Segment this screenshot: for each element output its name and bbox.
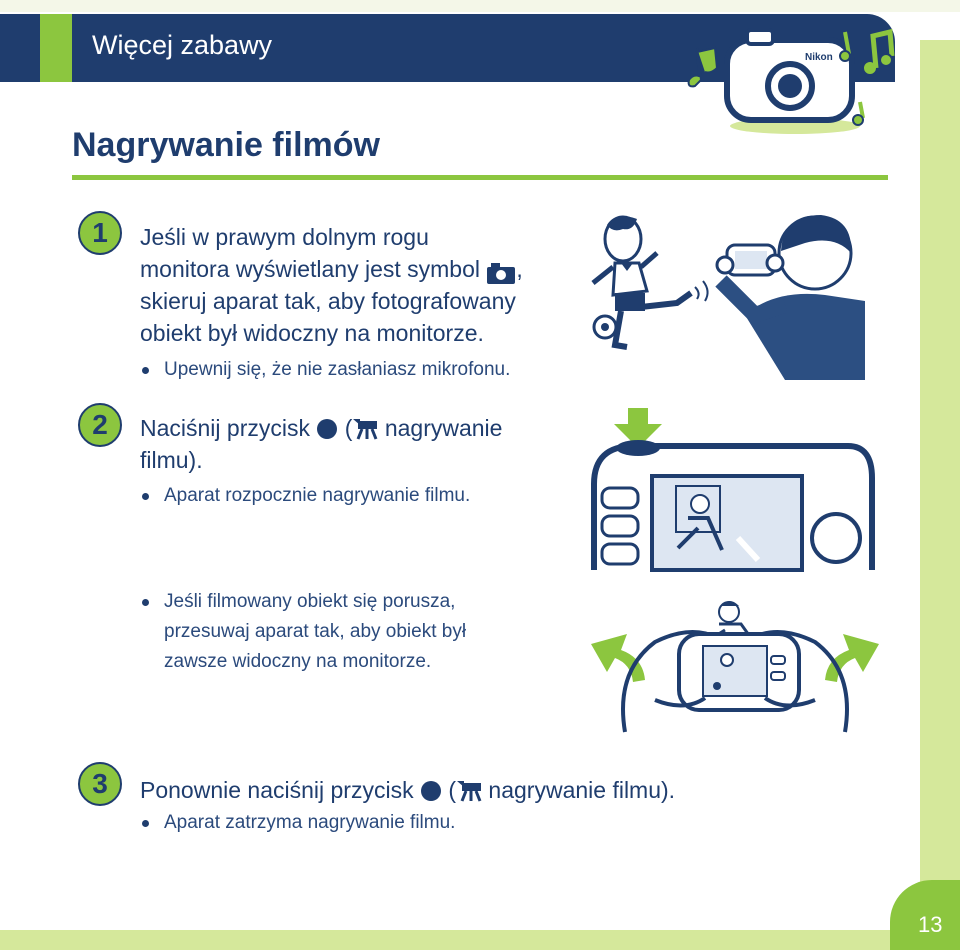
- step-2-line-1-rest: nagrywanie: [384, 415, 503, 441]
- step-3-bullet: Aparat zatrzyma nagrywanie filmu.: [140, 808, 455, 838]
- step-2-bullet-2-line-3: zawsze widoczny na monitorze.: [164, 651, 432, 672]
- step-number-badge: 3: [78, 762, 122, 806]
- step-1-line-1: Jeśli w prawym dolnym rogu: [140, 224, 429, 250]
- step-2-bullet: Aparat rozpocznie nagrywanie filmu.: [140, 481, 470, 511]
- camera-logo: Nikon: [805, 52, 833, 63]
- camera-panning-illustration: [585, 592, 885, 742]
- step-1-line-4: obiekt był widoczny na monitorze.: [140, 320, 484, 346]
- step-1-line-3: skieruj aparat tak, aby fotografowany: [140, 288, 516, 314]
- step-2-line-2: filmu).: [140, 447, 203, 473]
- step-3-line-1: [140, 774, 675, 806]
- header-accent: [40, 14, 72, 82]
- step-2-line-1: [140, 412, 502, 444]
- record-button-icon: [316, 418, 338, 440]
- camera-mode-icon: [486, 261, 516, 285]
- step-2-line-1-text: Naciśnij przycisk: [140, 415, 310, 441]
- step-number-badge: 1: [78, 211, 122, 255]
- step-1-line-2: [140, 253, 523, 285]
- step-1-line-2-text: monitora wyświetlany jest symbol: [140, 256, 481, 282]
- page-number: 13: [918, 912, 943, 937]
- record-button-icon: [420, 780, 442, 802]
- movie-camera-icon: [352, 417, 378, 441]
- bottom-frame: [0, 930, 960, 950]
- header-camera-illustration: [685, 18, 900, 138]
- step-3-line-1-text: Ponownie naciśnij przycisk: [140, 777, 414, 803]
- top-strip: [0, 0, 960, 12]
- right-frame: [920, 40, 960, 950]
- camera-record-button-illustration: [588, 398, 878, 570]
- header-title: Więcej zabawy: [92, 30, 273, 60]
- section-title: Nagrywanie filmów: [72, 126, 380, 164]
- step-1-line-2-suffix: ,: [516, 256, 523, 282]
- movie-camera-icon: [456, 779, 482, 803]
- step-2-open-paren: (: [344, 415, 353, 441]
- filming-soccer-illustration: [585, 205, 865, 380]
- step-3-open-paren: (: [448, 777, 457, 803]
- music-note-icon: [689, 48, 717, 86]
- step-number-badge: 2: [78, 403, 122, 447]
- step-2-bullet-2-line-1: Jeśli filmowany obiekt się porusza,: [140, 587, 455, 617]
- step-1-bullet: Upewnij się, że nie zasłaniasz mikrofonu.: [140, 355, 510, 385]
- step-3-line-1-rest: nagrywanie filmu).: [488, 777, 676, 803]
- step-2-bullet-2-line-2: przesuwaj aparat tak, aby obiekt był: [164, 621, 467, 642]
- title-rule: [72, 175, 888, 180]
